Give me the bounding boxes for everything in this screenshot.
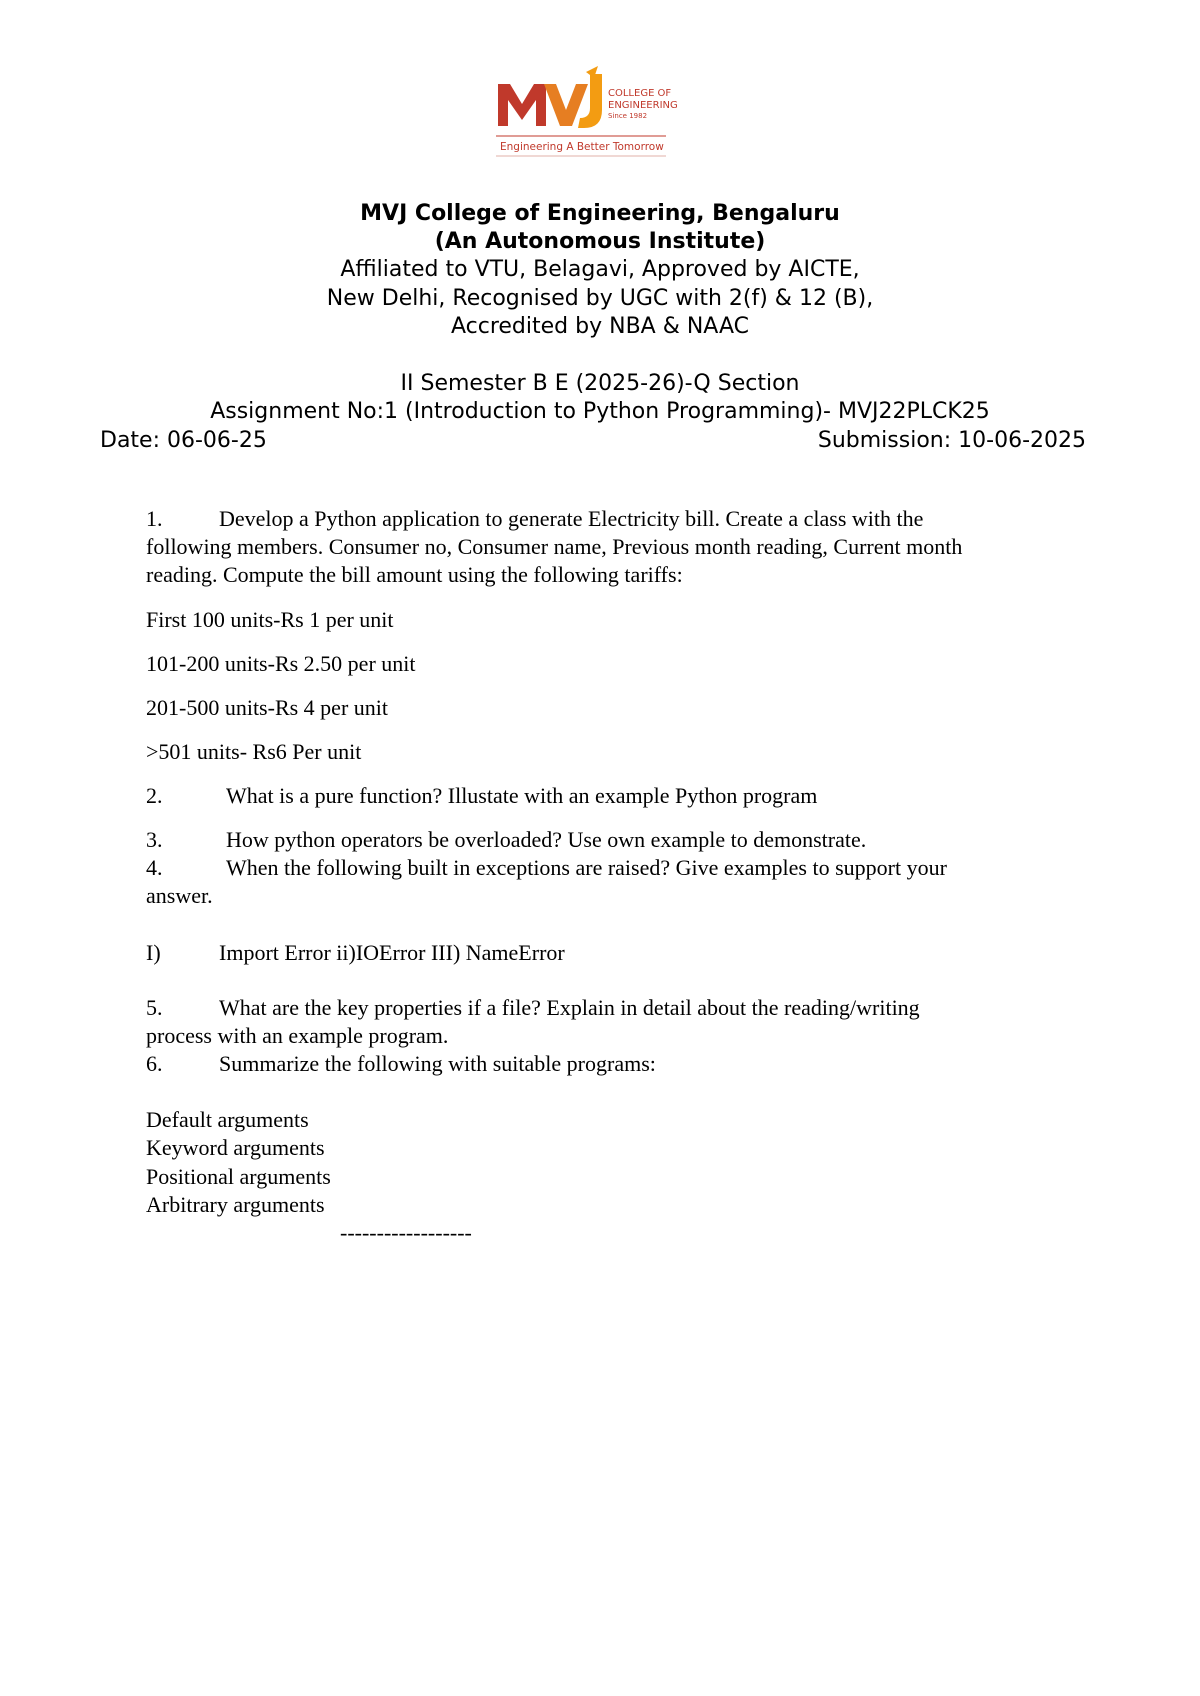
question-1-line-3: reading. Compute the bill amount using the following tariffs: xyxy=(146,562,683,587)
assignment-title: Assignment No:1 (Introduction to Python Programming)- MVJ22PLCK25 xyxy=(210,399,990,424)
college-logo xyxy=(494,66,684,162)
question-3-number: 3. xyxy=(146,827,163,852)
question-4-line-2: answer. xyxy=(146,883,213,908)
argument-default: Default arguments xyxy=(146,1107,309,1132)
question-3-text: How python operators be overloaded? Use own example to demonstrate. xyxy=(226,827,867,852)
svg-text:Engineering A Better Tomorrow: Engineering A Better Tomorrow xyxy=(500,141,664,153)
argument-keyword: Keyword arguments xyxy=(146,1135,325,1160)
mvj-logo-icon xyxy=(494,66,684,162)
question-6-text: Summarize the following with suitable programs: xyxy=(219,1051,656,1076)
question-6-number: 6. xyxy=(146,1051,163,1076)
question-2-number: 2. xyxy=(146,783,163,808)
svg-text:ENGINEERING: ENGINEERING xyxy=(608,100,678,111)
question-4-number: 4. xyxy=(146,855,163,880)
exceptions-text: Import Error ii)IOError III) NameError xyxy=(219,940,565,965)
tariff-2: 101-200 units-Rs 2.50 per unit xyxy=(146,651,416,676)
autonomous-line: (An Autonomous Institute) xyxy=(434,229,766,254)
question-4-text: When the following built in exceptions are raised? Give examples to support your xyxy=(226,855,947,880)
argument-arbitrary: Arbitrary arguments xyxy=(146,1192,325,1217)
svg-text:COLLEGE OF: COLLEGE OF xyxy=(608,88,672,99)
tariff-4: >501 units- Rs6 Per unit xyxy=(146,739,362,764)
semester-line: II Semester B E (2025-26)-Q Section xyxy=(400,371,800,396)
question-4-line-1 xyxy=(146,854,947,882)
affiliation-line-2: New Delhi, Recognised by UGC with 2(f) & 12 (B), xyxy=(326,286,874,311)
issue-date: Date: 06-06-25 xyxy=(100,428,267,453)
question-2 xyxy=(146,782,817,810)
exceptions-number: I) xyxy=(146,940,161,965)
argument-positional: Positional arguments xyxy=(146,1164,331,1189)
question-1-line-2: following members. Consumer no, Consumer name, Previous month reading, Current month xyxy=(146,534,963,559)
question-5-line-1 xyxy=(146,994,920,1022)
question-1-number: 1. xyxy=(146,506,163,531)
tariff-3: 201-500 units-Rs 4 per unit xyxy=(146,695,388,720)
tariff-1: First 100 units-Rs 1 per unit xyxy=(146,607,394,632)
question-1-text: Develop a Python application to generate Electricity bill. Create a class with the xyxy=(219,506,924,531)
accreditation-line: Accredited by NBA & NAAC xyxy=(450,314,749,339)
question-1-line-1 xyxy=(146,505,923,533)
question-5-text: What are the key properties if a file? Explain in detail about the reading/writing xyxy=(219,995,920,1020)
affiliation-line-1: Affiliated to VTU, Belagavi, Approved by AICTE, xyxy=(340,257,860,282)
college-name: MVJ College of Engineering, Bengaluru xyxy=(360,201,840,226)
question-6 xyxy=(146,1050,656,1078)
submission-date: Submission: 10-06-2025 xyxy=(817,428,1086,453)
question-5-line-2: process with an example program. xyxy=(146,1023,449,1048)
exceptions-list xyxy=(146,939,565,967)
end-rule: ------------------ xyxy=(340,1220,472,1245)
svg-text:Since 1982: Since 1982 xyxy=(608,112,648,120)
question-3 xyxy=(146,826,866,854)
question-5-number: 5. xyxy=(146,995,163,1020)
question-2-text: What is a pure function? Illustate with an example Python program xyxy=(226,783,818,808)
